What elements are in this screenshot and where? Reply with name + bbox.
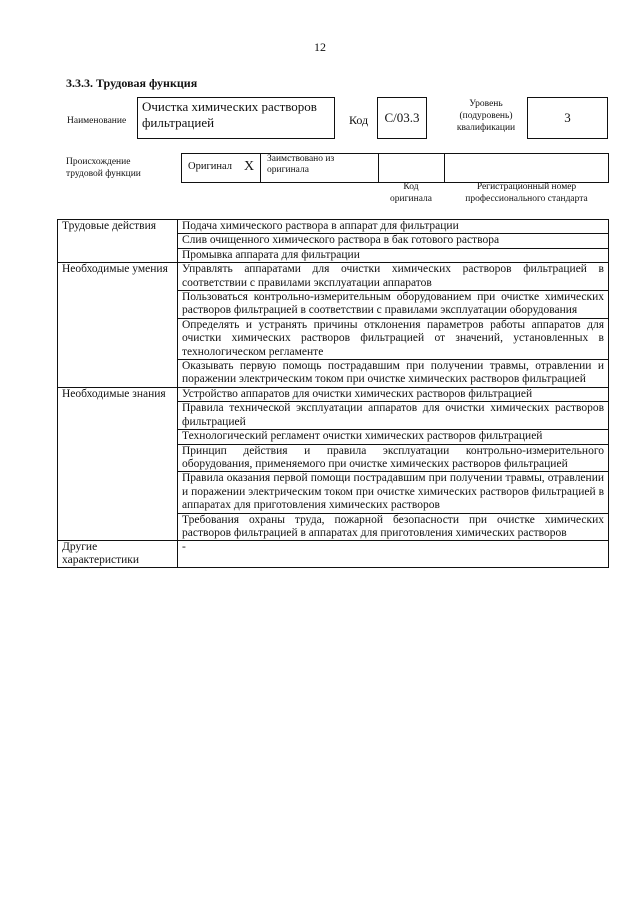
knowledge-item: Принцип действия и правила эксплуатации контрольно-измерительного оборудования, применяемого при очистке химических растворов фильтрацией (178, 444, 609, 472)
origin-code-cell (379, 154, 445, 182)
original-mark: X (244, 159, 255, 174)
code-label: Код (349, 113, 369, 127)
original-label: Оригинал (188, 161, 232, 172)
skills-label: Необходимые умения (58, 263, 178, 388)
function-table (57, 219, 609, 568)
skill-item: Управлять аппаратами для очистки химических растворов фильтрацией в соответствии с правилами эксплуатации аппаратов (178, 263, 609, 291)
level-label-line-3: квалификации (456, 123, 516, 133)
reg-number-caption (444, 181, 609, 205)
knowledge-item: Правила оказания первой помощи пострадавшим при получении травмы, отравлении и поражении электрическим током при очистке химических растворов фильтрацией в аппаратах для приготовления химических растворов (178, 472, 609, 513)
reg-caption-line-1: Регистрационный номер (476, 182, 577, 192)
origin-label-line-2: трудовой функции (66, 169, 141, 179)
origin-reg-number-cell (445, 154, 608, 182)
knowledge-item: Требования охраны труда, пожарной безопасности при очистке химических растворов фильтрацией в аппаратах для приготовления химических растворов (178, 513, 609, 541)
borrowed-label-line-2: оригинала (267, 165, 309, 175)
page-number: 12 (314, 40, 326, 54)
labor-action-item: Подача химического раствора в аппарат для фильтрации (178, 220, 609, 234)
reg-caption-line-2: профессионального стандарта (465, 194, 588, 204)
origin-label-line-1: Происхождение (66, 157, 131, 167)
level-label-line-2: (подуровень) (459, 111, 513, 121)
table-row (58, 263, 609, 291)
function-name-field: Очистка химических растворов фильтрацией (137, 97, 335, 139)
level-label-line-1: Уровень (469, 99, 503, 109)
borrowed-label-line-1: Заимствовано из (267, 154, 335, 164)
borrowed-label (267, 154, 334, 176)
other-label: Другие характеристики (58, 541, 178, 568)
skill-item: Пользоваться контрольно-измерительным оборудованием при очистке химических растворов фильтрацией в соответствии с правилами эксплуатации оборудования (178, 291, 609, 319)
knowledge-item: Правила технической эксплуатации аппаратов для очистки химических растворов фильтрацией (178, 402, 609, 430)
code-caption-line-2: оригинала (390, 194, 432, 204)
other-value: - (178, 541, 609, 568)
qualification-level-field: 3 (527, 97, 608, 139)
origin-row (181, 153, 609, 183)
labor-action-item: Слив очищенного химического раствора в бак готового раствора (178, 234, 609, 248)
origin-label (66, 156, 141, 180)
table-row (58, 541, 609, 568)
origin-borrowed-cell (261, 154, 379, 182)
name-label: Наименование (67, 116, 127, 126)
skill-item: Определять и устранять причины отклонения параметров работы аппаратов для очистки химических растворов фильтрацией от значений, установленных в технологическом регламенте (178, 318, 609, 359)
labor-actions-label: Трудовые действия (58, 220, 178, 263)
section-title: 3.3.3. Трудовая функция (66, 76, 198, 90)
code-original-caption (378, 181, 444, 205)
knowledge-item: Технологический регламент очистки химических растворов фильтрацией (178, 430, 609, 444)
skill-item: Оказывать первую помощь пострадавшим при получении травмы, отравлении и поражении электрическим током при очистке химических растворов фильтрацией (178, 360, 609, 388)
labor-action-item: Промывка аппарата для фильтрации (178, 248, 609, 262)
table-row (58, 387, 609, 401)
code-caption-line-1: Код (403, 182, 419, 192)
function-code-field: C/03.3 (377, 97, 427, 139)
knowledge-item: Устройство аппаратов для очистки химических растворов фильтрацией (178, 387, 609, 401)
table-row (58, 220, 609, 234)
origin-original-cell (182, 154, 261, 182)
knowledge-label: Необходимые знания (58, 387, 178, 540)
level-label (446, 98, 526, 134)
